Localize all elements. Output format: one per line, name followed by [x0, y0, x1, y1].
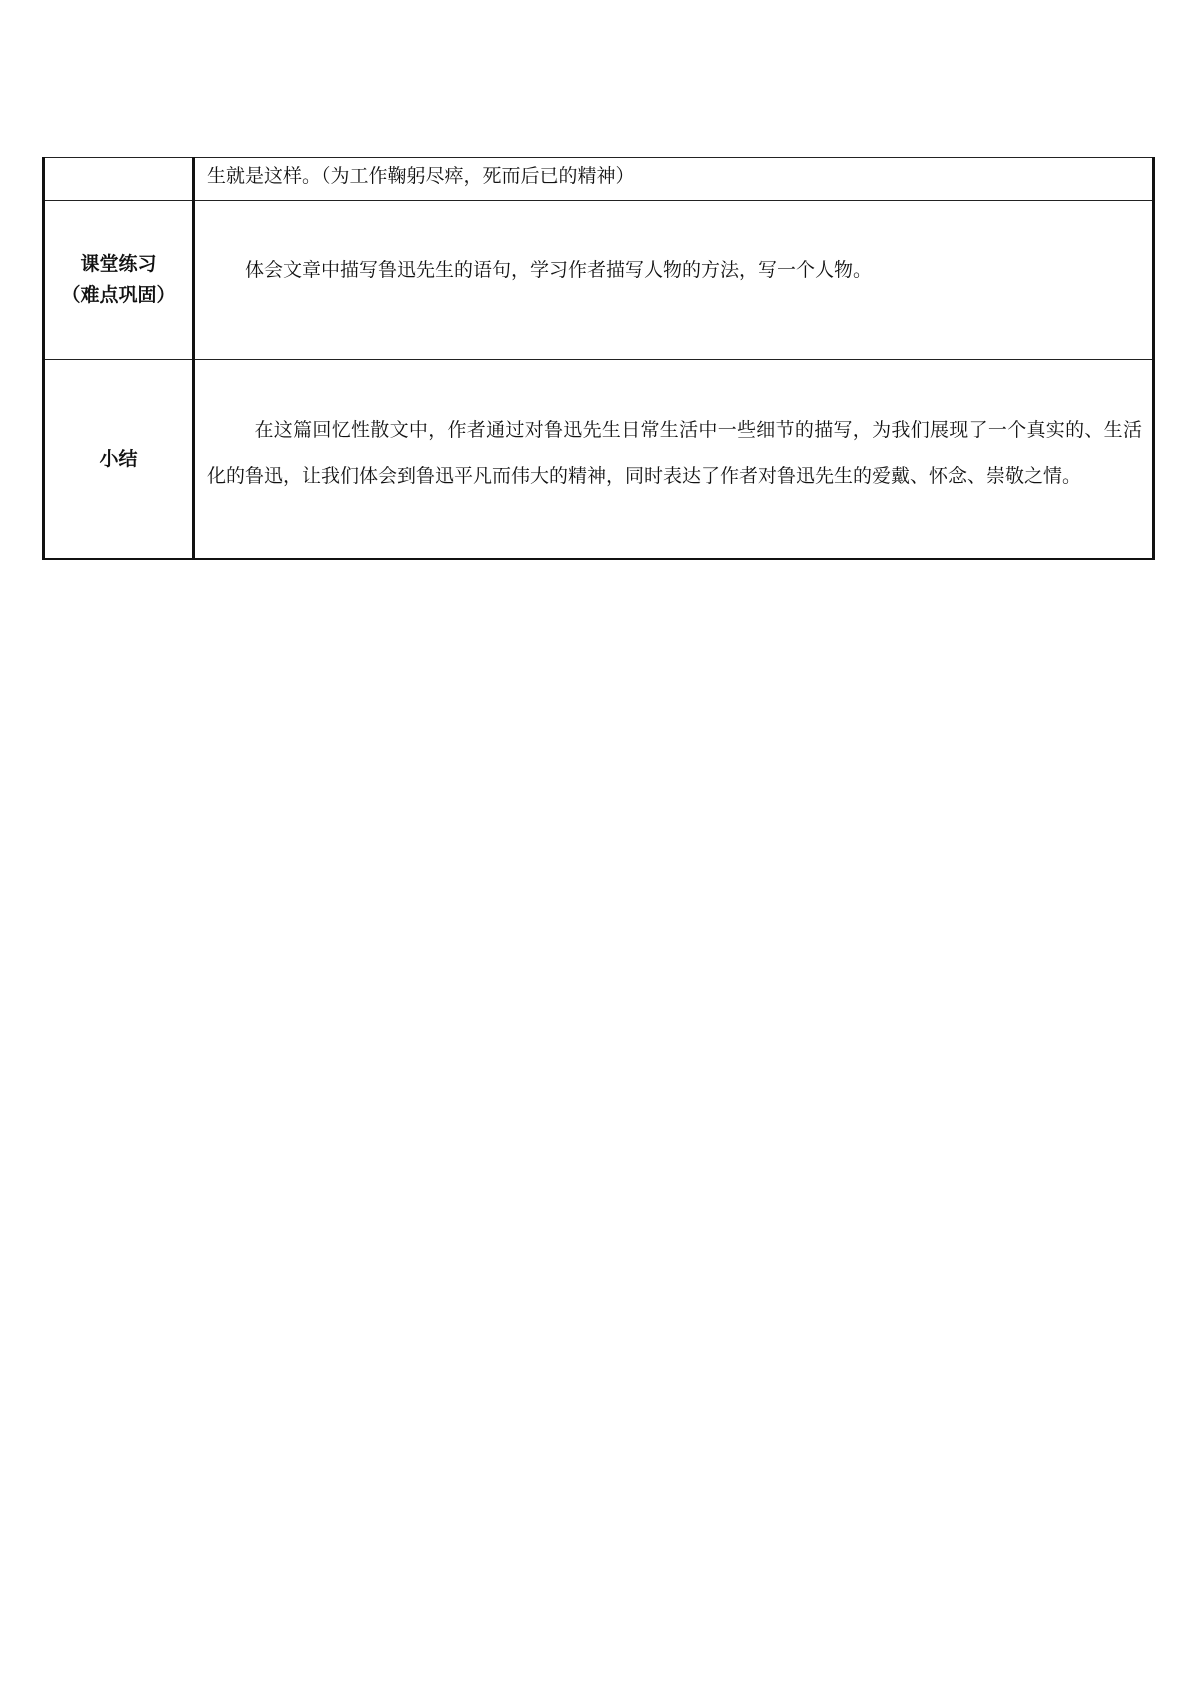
table-row	[44, 360, 1154, 560]
practice-label-cell	[44, 201, 194, 360]
practice-label	[45, 249, 192, 311]
practice-text: 体会文章中描写鲁迅先生的语句，学习作者描写人物的方法，写一个人物。	[245, 259, 873, 281]
summary-label: 小结	[99, 447, 138, 470]
practice-label-line1: 课堂练习	[80, 253, 157, 275]
continuation-text: 生就是这样。（为工作鞠躬尽瘁，死而后已的精神）	[207, 165, 635, 187]
summary-content-cell	[194, 360, 1154, 560]
table-row	[44, 201, 1154, 360]
table-row	[44, 158, 1154, 201]
summary-text: 在这篇回忆性散文中，作者通过对鲁迅先生日常生活中一些细节的描写，为我们展现了一个真实的、生活化的鲁迅，让我们体会到鲁迅平凡而伟大的精神，同时表达了作者对鲁迅先生的爱戴、怀念、崇敬之情。	[207, 419, 1142, 487]
lesson-plan-table	[42, 157, 1155, 560]
practice-content-cell	[194, 201, 1154, 360]
content-cell	[194, 158, 1154, 201]
label-cell-empty	[44, 158, 194, 201]
summary-label-cell	[44, 360, 194, 560]
practice-label-line2: （难点巩固）	[61, 284, 176, 306]
